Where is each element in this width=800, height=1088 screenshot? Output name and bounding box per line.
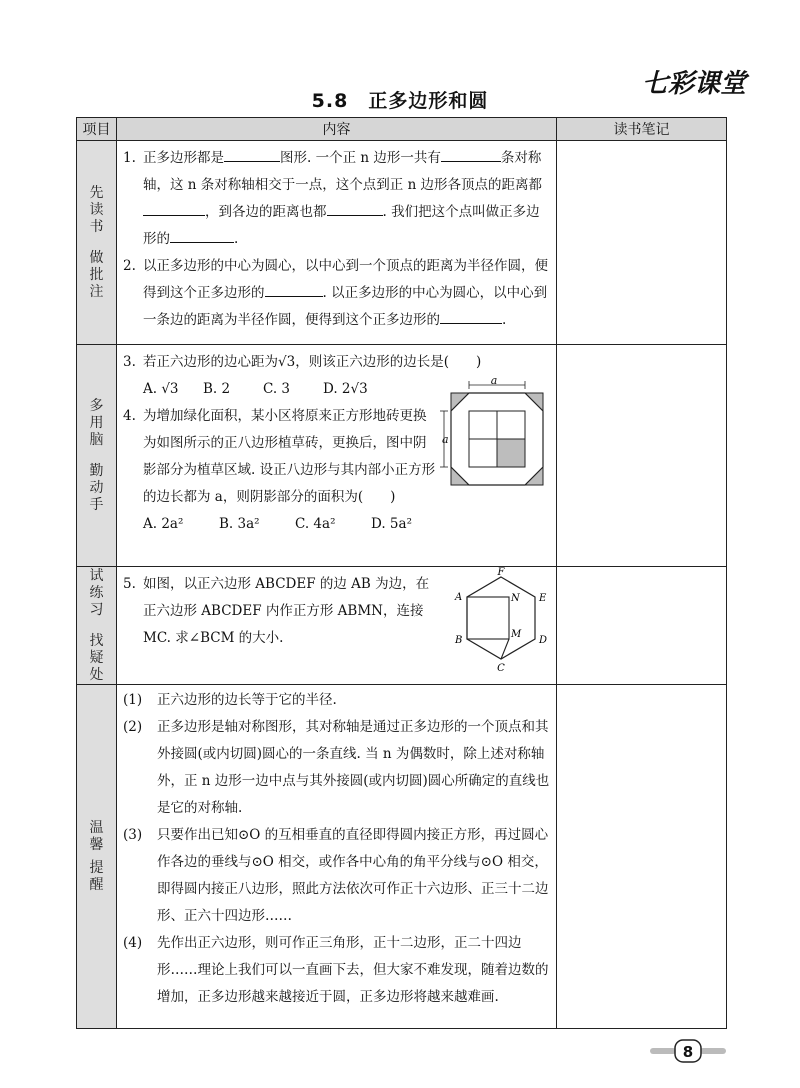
- fill-blank[interactable]: [143, 201, 205, 216]
- logo-text: 七彩课堂: [642, 69, 747, 99]
- item-label-vertical: 多 用 脑 勤 动 手: [89, 397, 104, 513]
- content-table: [76, 117, 727, 1029]
- content-cell: [117, 345, 557, 567]
- table-row: [77, 567, 727, 685]
- fig-label-a-top: a: [490, 374, 498, 387]
- option-d[interactable]: D. 5a²: [371, 516, 412, 532]
- question-4: 4. 为增加绿化面积，某小区将原来正方形地砖更换为如图所示的正八边形植草砖，更换后，图中阴影部分为植草区域. 设正八边形与其内部小正方形的边长都为 a，则阴影部分的面积为( ): [123, 408, 436, 505]
- vertex-label-b: B: [455, 635, 463, 646]
- table-header-row: [77, 118, 727, 141]
- question-1: 1. 正多边形都是 图形. 一个正 n 边形一共有 条对称轴，这 n 条对称轴相交于一点，这个点到正 n 边形各顶点的距离都，到各边的距离也都 . 我们把这个点叫做正多边形的 .: [117, 145, 556, 253]
- header-content: 内容: [117, 118, 557, 141]
- vertex-label-c: C: [497, 663, 505, 674]
- header-item: 项目: [77, 118, 117, 141]
- vertex-label-e: E: [539, 593, 547, 604]
- item-cell: [77, 345, 117, 567]
- vertex-label-n: N: [511, 593, 520, 604]
- vertex-label-a: A: [455, 592, 463, 603]
- hexagon-square-figure: [447, 567, 555, 681]
- page-title: 5.8 正多边形和圆: [311, 90, 489, 112]
- item-cell: [77, 567, 117, 685]
- table-row: [77, 141, 727, 345]
- tip-1: (1) 正六边形的边长等于它的半径.: [123, 692, 337, 708]
- fill-blank[interactable]: [327, 201, 383, 216]
- fill-blank[interactable]: [224, 147, 280, 162]
- fill-blank[interactable]: [170, 228, 234, 243]
- question-3: 3. 若正六边形的边心距为√3，则该正六边形的边长是( ): [123, 354, 482, 370]
- vertex-label-d: D: [539, 635, 548, 646]
- question-5: 5. 如图，以正六边形 ABCDEF 的边 AB 为边，在正六边形 ABCDEF 内作正方形 ABMN，连接 MC. 求∠BCM 的大小.: [123, 576, 430, 646]
- fill-blank[interactable]: [265, 282, 323, 297]
- notes-cell[interactable]: [557, 685, 727, 1029]
- page-number-badge: [648, 1038, 728, 1064]
- option-d[interactable]: D. 2√3: [323, 381, 368, 397]
- item-label-vertical: 试 练 习 找 疑 处: [89, 567, 104, 683]
- fig-label-a-left: a: [442, 433, 449, 446]
- table-row: [77, 685, 727, 1029]
- header-notes: 读书笔记: [557, 118, 727, 141]
- vertex-label-m: M: [511, 629, 522, 640]
- fill-blank[interactable]: [441, 147, 501, 162]
- option-b[interactable]: B. 2: [203, 381, 231, 397]
- option-b[interactable]: B. 3a²: [219, 516, 260, 532]
- tip-2: (2) 正多边形是轴对称图形，其对称轴是通过正多边形的一个顶点和其外接圆(或内切圆)圆心的一条直线. 当 n 为偶数时，除上述对称轴外，正 n 边形一边中点与其外接圆(或内切圆)圆心所确定的直线也是它的对称轴.: [123, 719, 550, 816]
- tip-3: (3) 只要作出已知⊙O 的互相垂直的直径即得圆内接正方形，再过圆心作各边的垂线与⊙O 相交，或作各中心角的角平分线与⊙O 相交，即得圆内接正八边形，照此方法依次可作正十六边形、正三十二边形、正六十四边形……: [123, 827, 549, 924]
- item-label-vertical: 先 读 书 做 批 注: [89, 184, 104, 300]
- item-cell: [77, 685, 117, 1029]
- option-a[interactable]: A. 2a²: [143, 516, 184, 532]
- notes-cell[interactable]: [557, 141, 727, 345]
- octagon-tile-figure: [439, 375, 549, 493]
- notes-cell[interactable]: [557, 567, 727, 685]
- fill-blank[interactable]: [440, 309, 502, 324]
- question-2: 2. 以正多边形的中心为圆心，以中心到一个顶点的距离为半径作圆，便得到这个正多边形的 . 以正多边形的中心为圆心，以中心到一条边的距离为半径作圆，便得到这个正多边形的 .: [123, 258, 548, 328]
- option-c[interactable]: C. 4a²: [295, 516, 336, 532]
- content-cell: [117, 141, 557, 345]
- page-number: 8: [682, 1043, 694, 1061]
- item-label-vertical: 温 馨 提 醒: [89, 819, 104, 893]
- tip-4: (4) 先作出正六边形，则可作正三角形，正十二边形，正二十四边形……理论上我们可以一直画下去，但大家不难发现，随着边数的增加，正多边形越来越接近于圆，正多边形将越来越难画.: [123, 935, 549, 1005]
- vertex-label-f: F: [497, 567, 505, 578]
- option-c[interactable]: C. 3: [263, 381, 291, 397]
- question-4-options: [117, 511, 556, 538]
- item-cell: [77, 141, 117, 345]
- table-row: [77, 345, 727, 567]
- content-cell: [117, 567, 557, 685]
- option-a[interactable]: A. √3: [143, 381, 179, 397]
- notes-cell[interactable]: [557, 345, 727, 567]
- content-cell: [117, 685, 557, 1029]
